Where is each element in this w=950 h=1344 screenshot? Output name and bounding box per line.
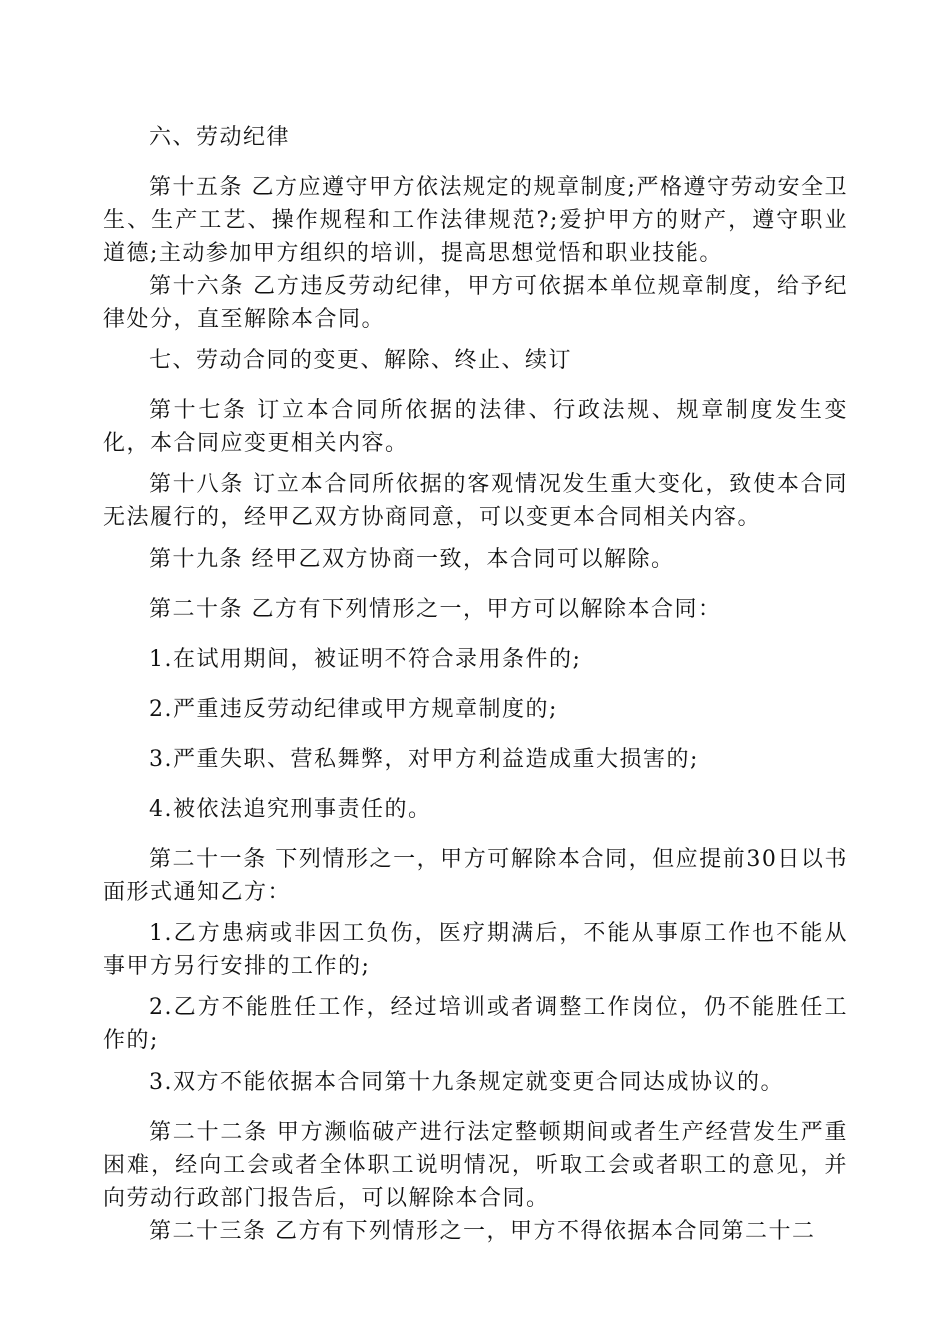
article-22-paragraph: 第二十二条 甲方濒临破产进行法定整顿期间或者生产经营发生严重困难，经向工会或者全体职工说明情况，听取工会或者职工的意见，并向劳动行政部门报告后，可以解除本合同。	[103, 1120, 848, 1211]
article-18-paragraph: 第十八条 订立本合同所依据的客观情况发生重大变化，致使本合同无法履行的，经甲乙双方协商同意，可以变更本合同相关内容。	[103, 472, 848, 530]
article-21-item-2: 2.乙方不能胜任工作，经过培训或者调整工作岗位，仍不能胜任工作的;	[103, 995, 848, 1053]
article-23-paragraph: 第二十三条 乙方有下列情形之一，甲方不得依据本合同第二十二	[149, 1219, 816, 1244]
article-19-paragraph: 第十九条 经甲乙双方协商一致，本合同可以解除。	[149, 547, 675, 572]
article-15-paragraph: 第十五条 乙方应遵守甲方依法规定的规章制度;严格遵守劳动安全卫生、生产工艺、操作规程和工作法律规范?;爱护甲方的财产，遵守职业道德;主动参加甲方组织的培训，提高思想觉悟和职业技能。	[103, 175, 848, 266]
article-17-paragraph: 第十七条 订立本合同所依据的法律、行政法规、规章制度发生变化，本合同应变更相关内容。	[103, 398, 848, 456]
article-20-item-2: 2.严重违反劳动纪律或甲方规章制度的;	[149, 697, 558, 722]
article-20-item-4: 4.被依法追究刑事责任的。	[149, 797, 432, 822]
article-20-item-1: 1.在试用期间，被证明不符合录用条件的;	[149, 647, 582, 672]
article-20-item-3: 3.严重失职、营私舞弊，对甲方利益造成重大损害的;	[149, 747, 699, 772]
article-21-item-1: 1.乙方患病或非因工负伤，医疗期满后，不能从事原工作也不能从事甲方另行安排的工作的;	[103, 921, 848, 979]
section-heading-contract-changes: 七、劳动合同的变更、解除、终止、续订	[149, 348, 573, 373]
article-20-paragraph: 第二十条 乙方有下列情形之一，甲方可以解除本合同：	[149, 597, 722, 622]
section-heading-labor-discipline: 六、劳动纪律	[149, 125, 291, 150]
article-21-item-3: 3.双方不能依据本合同第十九条规定就变更合同达成协议的。	[149, 1070, 784, 1095]
article-16-paragraph: 第十六条 乙方违反劳动纪律，甲方可依据本单位规章制度，给予纪律处分，直至解除本合同。	[103, 274, 848, 332]
article-21-paragraph: 第二十一条 下列情形之一，甲方可解除本合同，但应提前30日以书面形式通知乙方：	[103, 847, 848, 905]
